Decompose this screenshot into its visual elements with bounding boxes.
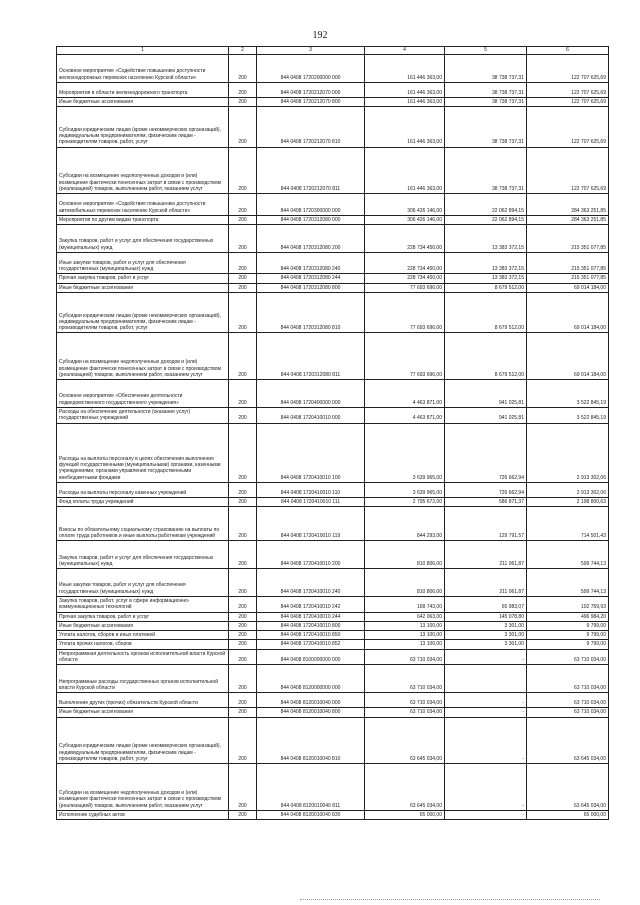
row-description: Фонд оплаты труда учреждений xyxy=(57,498,229,507)
row-remaining-value: 3 522 845,19 xyxy=(527,407,609,423)
row-executed-value xyxy=(445,665,527,693)
row-description: Субсидии юридическим лицам (кроме некоммерческих организаций), индивидуальным предпринимателям, физическим лицам - производителям товаров, работ, услуг xyxy=(57,717,229,764)
row-code: 200 xyxy=(229,82,257,97)
row-budget-classification-code: 844 0408 8120010040 810 xyxy=(257,717,365,764)
row-approved-value: 63 710 034,00 xyxy=(365,708,445,717)
row-budget-classification-code: 844 0408 1720312080 800 xyxy=(257,283,365,292)
row-remaining-value: 3 522 845,19 xyxy=(527,380,609,408)
row-description: Иные закупки товаров, работ и услуг для обеспечения государственных (муниципальных) нужд xyxy=(57,569,229,597)
row-description: Исполнение судебных актов xyxy=(57,811,229,820)
row-remaining-value: 2 913 302,06 xyxy=(527,423,609,482)
row-description: Иные бюджетные ассигнования xyxy=(57,708,229,717)
row-description: Основное мероприятие «Содействие повышению доступности автомобильных перевозок населению Курской области» xyxy=(57,194,229,216)
row-approved-value: 306 426 146,00 xyxy=(365,194,445,216)
row-code: 200 xyxy=(229,764,257,811)
row-remaining-value: 63 710 034,00 xyxy=(527,665,609,693)
row-executed-value: - xyxy=(445,717,527,764)
row-remaining-value: 69 014 184,00 xyxy=(527,333,609,380)
row-approved-value: 810 806,00 xyxy=(365,541,445,569)
row-executed-value: 211 061,87 xyxy=(445,569,527,597)
row-budget-classification-code: 844 0408 1720410010 111 xyxy=(257,498,365,507)
row-remaining-value: 215 351 077,85 xyxy=(527,225,609,253)
row-code: 200 xyxy=(229,423,257,482)
row-approved-value: 77 693 696,00 xyxy=(365,333,445,380)
row-description: Расходы на выплаты персоналу казенных учреждений xyxy=(57,482,229,497)
table-row xyxy=(57,423,609,482)
row-code: 200 xyxy=(229,708,257,717)
row-budget-classification-code: 844 0408 1720212070 800 xyxy=(257,97,365,106)
row-executed-value: - xyxy=(445,649,527,665)
table-row xyxy=(57,569,609,597)
row-remaining-value: 9 799,00 xyxy=(527,640,609,649)
row-budget-classification-code: 844 0408 1720212070 811 xyxy=(257,147,365,194)
table-row xyxy=(57,693,609,708)
row-remaining-value: 122 707 625,69 xyxy=(527,147,609,194)
table-row xyxy=(57,640,609,649)
row-description: Субсидии на возмещение недополученных доходов и (или) возмещение фактически понесенных затрат в связи с производством (реализацией) товаров, выполнением работ, оказанием услуг xyxy=(57,764,229,811)
row-description: Иные бюджетные ассигнования xyxy=(57,283,229,292)
row-remaining-value: 496 984,20 xyxy=(527,612,609,621)
row-description: Основное мероприятие «Обеспечение деятельности подведомственного государственного учреждения» xyxy=(57,380,229,408)
row-executed-value: 38 738 737,31 xyxy=(445,97,527,106)
row-approved-value: 3 639 965,00 xyxy=(365,482,445,497)
row-code: 200 xyxy=(229,482,257,497)
row-code: 200 xyxy=(229,333,257,380)
row-remaining-value: 284 363 251,85 xyxy=(527,215,609,224)
row-executed-value: - xyxy=(445,764,527,811)
row-code: 200 xyxy=(229,693,257,708)
row-remaining-value: 9 799,00 xyxy=(527,631,609,640)
row-budget-classification-code: 844 0408 1720410010 242 xyxy=(257,596,365,612)
row-executed-value: 586 871,37 xyxy=(445,498,527,507)
row-executed-value: 145 078,80 xyxy=(445,612,527,621)
column-header: 4 xyxy=(365,47,445,55)
row-approved-value: 63 710 034,00 xyxy=(365,693,445,708)
row-budget-classification-code: 844 0408 1720410010 852 xyxy=(257,640,365,649)
row-budget-classification-code: 844 0408 1720410010 800 xyxy=(257,621,365,630)
row-description: Иные закупки товаров, работ и услуг для обеспечения государственных (муниципальных) нужд xyxy=(57,252,229,274)
row-code: 200 xyxy=(229,407,257,423)
row-executed-value: - xyxy=(445,811,527,820)
column-header: 5 xyxy=(445,47,527,55)
row-approved-value: 228 734 450,00 xyxy=(365,274,445,283)
page-number: 192 xyxy=(312,30,328,41)
row-description: Субсидии юридическим лицам (кроме некоммерческих организаций), индивидуальным предпринимателям, физическим лицам - производителям товаров, работ, услуг xyxy=(57,293,229,333)
row-remaining-value: 215 351 077,85 xyxy=(527,252,609,274)
row-executed-value: 38 738 737,31 xyxy=(445,55,527,83)
row-description: Мероприятия в области железнодорожного транспорта xyxy=(57,82,229,97)
row-executed-value: 38 738 737,31 xyxy=(445,82,527,97)
row-remaining-value: 63 645 034,00 xyxy=(527,717,609,764)
row-description: Закупка товаров, работ, услуг в сфере информационно-коммуникационных технологий xyxy=(57,596,229,612)
column-header: 1 xyxy=(57,47,229,55)
row-executed-value: 38 738 737,31 xyxy=(445,107,527,147)
table-row xyxy=(57,407,609,423)
table-row xyxy=(57,293,609,333)
row-approved-value: 844 293,00 xyxy=(365,507,445,541)
row-code: 200 xyxy=(229,107,257,147)
row-budget-classification-code: 844 0408 1720212070 810 xyxy=(257,107,365,147)
row-code: 200 xyxy=(229,507,257,541)
row-code: 200 xyxy=(229,274,257,283)
row-remaining-value: 102 759,93 xyxy=(527,596,609,612)
row-remaining-value: 284 363 251,85 xyxy=(527,194,609,216)
row-executed-value: 726 662,94 xyxy=(445,423,527,482)
row-approved-value: 65 000,00 xyxy=(365,811,445,820)
row-description: Закупка товаров, работ и услуг для обеспечения государственных (муниципальных) нужд xyxy=(57,541,229,569)
row-budget-classification-code: 844 0408 8120010040 830 xyxy=(257,811,365,820)
row-budget-classification-code: 844 0408 1720410010 119 xyxy=(257,507,365,541)
table-row xyxy=(57,649,609,665)
row-approved-value: 306 426 146,00 xyxy=(365,215,445,224)
row-code: 200 xyxy=(229,194,257,216)
row-code: 200 xyxy=(229,55,257,83)
row-description: Непрограммные расходы государственных органов исполнительной власти Курской области xyxy=(57,665,229,693)
row-description: Уплата налогов, сборов и иных платежей xyxy=(57,631,229,640)
row-executed-value: 3 301,00 xyxy=(445,621,527,630)
row-executed-value: - xyxy=(445,693,527,708)
row-approved-value: 63 645 034,00 xyxy=(365,764,445,811)
table-row xyxy=(57,631,609,640)
table-row xyxy=(57,717,609,764)
row-executed-value: 38 738 737,31 xyxy=(445,147,527,194)
row-approved-value: 168 743,00 xyxy=(365,596,445,612)
row-description: Непрограммная деятельность органов исполнительной власти Курской области xyxy=(57,649,229,665)
row-approved-value: 228 734 450,00 xyxy=(365,252,445,274)
row-remaining-value: 63 710 034,00 xyxy=(527,649,609,665)
row-code: 200 xyxy=(229,293,257,333)
row-description: Взносы по обязательному социальному страхованию на выплаты по оплате труда работников и иные выплаты работникам учреждений xyxy=(57,507,229,541)
row-description: Субсидии на возмещение недополученных доходов и (или) возмещение фактически понесенных затрат в связи с производством (реализацией) товаров, выполнением работ, оказанием услуг xyxy=(57,147,229,194)
row-remaining-value: 63 710 034,00 xyxy=(527,693,609,708)
row-remaining-value: 9 799,00 xyxy=(527,621,609,630)
row-approved-value: 161 446 363,00 xyxy=(365,55,445,83)
row-executed-value: 22 062 894,15 xyxy=(445,194,527,216)
row-code: 200 xyxy=(229,596,257,612)
row-code: 200 xyxy=(229,498,257,507)
row-executed-value: 726 662,94 xyxy=(445,482,527,497)
row-executed-value: 8 679 512,00 xyxy=(445,283,527,292)
row-remaining-value: 215 351 077,85 xyxy=(527,274,609,283)
row-code: 200 xyxy=(229,283,257,292)
row-budget-classification-code: 844 0408 1720410010 000 xyxy=(257,407,365,423)
row-code: 200 xyxy=(229,147,257,194)
row-code: 200 xyxy=(229,717,257,764)
row-budget-classification-code: 844 0408 1720410010 100 xyxy=(257,423,365,482)
row-description: Мероприятия по другим видам транспорта xyxy=(57,215,229,224)
row-executed-value: 129 791,57 xyxy=(445,507,527,541)
table-row xyxy=(57,82,609,97)
row-description: Расходы на выплаты персоналу в целях обеспечения выполнения функций государственными (муниципальными) органами, казенными учреждениями, органами управления государственными внебюджетными фондами xyxy=(57,423,229,482)
row-budget-classification-code: 844 0408 8120010040 000 xyxy=(257,693,365,708)
table-row xyxy=(57,380,609,408)
row-approved-value: 228 734 450,00 xyxy=(365,225,445,253)
row-budget-classification-code: 844 0408 1720400000 000 xyxy=(257,380,365,408)
table-row xyxy=(57,55,609,83)
row-code: 200 xyxy=(229,252,257,274)
table-row xyxy=(57,541,609,569)
row-description: Уплата прочих налогов, сборов xyxy=(57,640,229,649)
row-budget-classification-code: 844 0408 8120010040 811 xyxy=(257,764,365,811)
row-remaining-value: 2 913 302,06 xyxy=(527,482,609,497)
row-remaining-value: 122 707 625,69 xyxy=(527,82,609,97)
table-header-row xyxy=(57,47,609,55)
row-description: Закупка товаров, работ и услуг для обеспечения государственных (муниципальных) нужд xyxy=(57,225,229,253)
row-remaining-value: 69 014 184,00 xyxy=(527,293,609,333)
table-row xyxy=(57,252,609,274)
row-code: 200 xyxy=(229,631,257,640)
row-approved-value: 2 795 672,00 xyxy=(365,498,445,507)
row-executed-value: 3 301,00 xyxy=(445,631,527,640)
row-approved-value: 63 710 034,00 xyxy=(365,665,445,693)
table-row xyxy=(57,708,609,717)
table-row xyxy=(57,621,609,630)
row-code: 200 xyxy=(229,215,257,224)
table-row xyxy=(57,225,609,253)
row-budget-classification-code: 844 0408 1720312080 811 xyxy=(257,333,365,380)
row-budget-classification-code: 844 0408 1720410010 240 xyxy=(257,569,365,597)
row-budget-classification-code: 844 0408 8120010040 800 xyxy=(257,708,365,717)
row-approved-value: 63 645 034,00 xyxy=(365,717,445,764)
row-description: Субсидии юридическим лицам (кроме некоммерческих организаций), индивидуальным предпринимателям, физическим лицам - производителям товаров, работ, услуг xyxy=(57,107,229,147)
row-budget-classification-code: 844 0408 1720212070 000 xyxy=(257,82,365,97)
table-row xyxy=(57,215,609,224)
row-code: 200 xyxy=(229,649,257,665)
row-approved-value: 63 710 034,00 xyxy=(365,649,445,665)
table-body xyxy=(57,55,609,820)
row-remaining-value: 65 000,00 xyxy=(527,811,609,820)
row-executed-value: 211 061,87 xyxy=(445,541,527,569)
row-description: Расходы на обеспечение деятельности (оказание услуг) государственных учреждений xyxy=(57,407,229,423)
row-budget-classification-code: 844 0408 1720312080 244 xyxy=(257,274,365,283)
row-budget-classification-code: 844 0408 1720312080 200 xyxy=(257,225,365,253)
row-code: 200 xyxy=(229,665,257,693)
row-approved-value: 161 446 363,00 xyxy=(365,97,445,106)
row-remaining-value: 69 014 184,00 xyxy=(527,283,609,292)
row-approved-value: 77 693 696,00 xyxy=(365,293,445,333)
table-row xyxy=(57,482,609,497)
row-budget-classification-code: 844 0408 1720410010 200 xyxy=(257,541,365,569)
row-code: 200 xyxy=(229,380,257,408)
table-row xyxy=(57,507,609,541)
row-budget-classification-code: 844 0408 8100000000 000 xyxy=(257,649,365,665)
table-row xyxy=(57,274,609,283)
row-executed-value: 13 383 372,15 xyxy=(445,252,527,274)
row-remaining-value: 2 198 800,63 xyxy=(527,498,609,507)
column-header: 3 xyxy=(257,47,365,55)
row-budget-classification-code: 844 0408 1720312080 240 xyxy=(257,252,365,274)
row-executed-value: 8 679 512,00 xyxy=(445,293,527,333)
row-description: Прочая закупка товаров, работ и услуг xyxy=(57,274,229,283)
table-row xyxy=(57,665,609,693)
row-code: 200 xyxy=(229,811,257,820)
row-code: 200 xyxy=(229,569,257,597)
row-description: Выполнение других (прочих) обязательств Курской области xyxy=(57,693,229,708)
row-remaining-value: 599 744,13 xyxy=(527,569,609,597)
row-approved-value: 13 100,00 xyxy=(365,631,445,640)
row-budget-classification-code: 844 0408 1720410010 110 xyxy=(257,482,365,497)
row-approved-value: 4 463 871,00 xyxy=(365,407,445,423)
row-budget-classification-code: 844 0408 1720312080 810 xyxy=(257,293,365,333)
row-remaining-value: 63 710 034,00 xyxy=(527,708,609,717)
page-footer-marks xyxy=(300,895,600,900)
row-executed-value: 65 983,07 xyxy=(445,596,527,612)
row-executed-value: 13 383 372,15 xyxy=(445,225,527,253)
row-remaining-value: 599 744,13 xyxy=(527,541,609,569)
row-remaining-value: 63 645 034,00 xyxy=(527,764,609,811)
table-row xyxy=(57,764,609,811)
row-code: 200 xyxy=(229,621,257,630)
row-description: Прочая закупка товаров, работ и услуг xyxy=(57,612,229,621)
row-budget-classification-code: 844 0408 1720312080 000 xyxy=(257,215,365,224)
row-approved-value: 642 063,00 xyxy=(365,612,445,621)
row-executed-value: 22 062 894,15 xyxy=(445,215,527,224)
row-code: 200 xyxy=(229,640,257,649)
row-executed-value: 941 025,81 xyxy=(445,380,527,408)
table-row xyxy=(57,107,609,147)
row-description: Иные бюджетные ассигнования xyxy=(57,621,229,630)
table-row xyxy=(57,498,609,507)
table-row xyxy=(57,97,609,106)
table-row xyxy=(57,147,609,194)
row-code: 200 xyxy=(229,612,257,621)
table-row xyxy=(57,612,609,621)
row-executed-value: 13 383 372,15 xyxy=(445,274,527,283)
row-approved-value: 4 463 871,00 xyxy=(365,380,445,408)
table-row xyxy=(57,194,609,216)
row-executed-value: - xyxy=(445,708,527,717)
budget-execution-table xyxy=(56,46,609,820)
row-budget-classification-code: 844 0408 1720200000 000 xyxy=(257,55,365,83)
row-budget-classification-code: 844 0408 1720410010 244 xyxy=(257,612,365,621)
row-description: Субсидии на возмещение недополученных доходов и (или) возмещение фактически понесенных затрат в связи с производством (реализацией) товаров, выполнением работ, оказанием услуг xyxy=(57,333,229,380)
column-header: 2 xyxy=(229,47,257,55)
row-description: Основное мероприятие «Содействие повышению доступности железнодорожных перевозок населению Курской области» xyxy=(57,55,229,83)
row-remaining-value: 122 707 625,69 xyxy=(527,97,609,106)
row-code: 200 xyxy=(229,225,257,253)
row-budget-classification-code: 844 0408 1720300000 000 xyxy=(257,194,365,216)
row-approved-value: 13 100,00 xyxy=(365,640,445,649)
table-row xyxy=(57,333,609,380)
table-row xyxy=(57,596,609,612)
row-remaining-value: 122 707 625,69 xyxy=(527,55,609,83)
row-budget-classification-code: 844 0408 1720410010 850 xyxy=(257,631,365,640)
row-approved-value: 77 693 696,00 xyxy=(365,283,445,292)
row-approved-value: 161 446 363,00 xyxy=(365,82,445,97)
row-approved-value: 3 639 965,00 xyxy=(365,423,445,482)
row-code: 200 xyxy=(229,97,257,106)
row-executed-value: 3 301,00 xyxy=(445,640,527,649)
table-row xyxy=(57,811,609,820)
row-approved-value: 161 446 363,00 xyxy=(365,107,445,147)
row-remaining-value: 714 501,43 xyxy=(527,507,609,541)
row-remaining-value: 122 707 625,69 xyxy=(527,107,609,147)
table-row xyxy=(57,283,609,292)
row-approved-value: 810 806,00 xyxy=(365,569,445,597)
row-code: 200 xyxy=(229,541,257,569)
row-executed-value: 8 679 512,00 xyxy=(445,333,527,380)
column-header: 6 xyxy=(527,47,609,55)
row-description: Иные бюджетные ассигнования xyxy=(57,97,229,106)
row-approved-value: 161 446 363,00 xyxy=(365,147,445,194)
row-executed-value: 941 025,81 xyxy=(445,407,527,423)
row-budget-classification-code: 844 0408 8120000000 000 xyxy=(257,665,365,693)
row-approved-value: 13 100,00 xyxy=(365,621,445,630)
